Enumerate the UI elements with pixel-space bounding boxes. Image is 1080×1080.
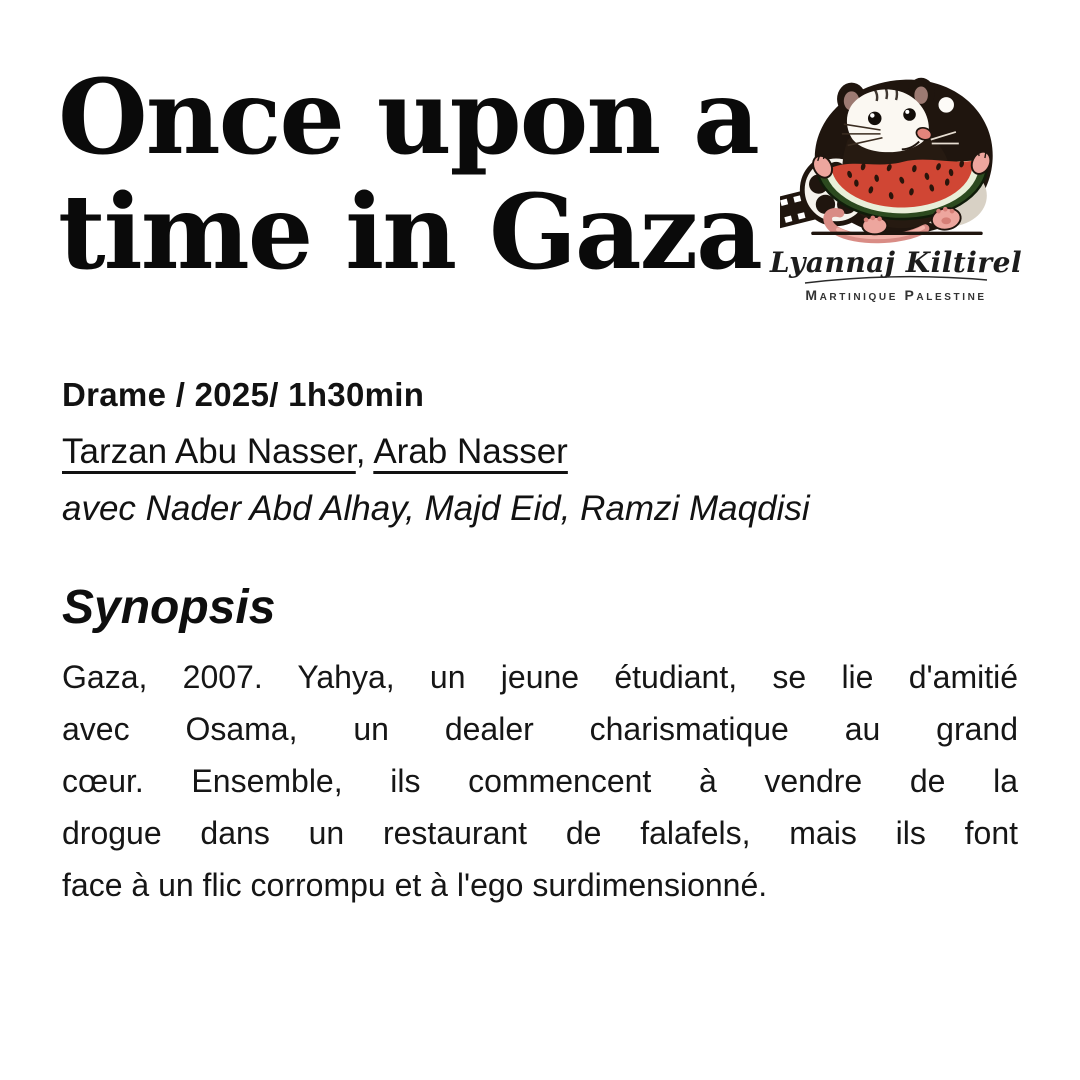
logo-name: Lyannaj Kiltirel	[769, 246, 1023, 279]
logo-subtitle: Martinique Palestine	[805, 287, 987, 303]
synopsis-line: drogue dans un restaurant de falafels, mais ils font	[62, 815, 1018, 851]
moon-dot	[939, 97, 954, 112]
synopsis-paragraph	[62, 651, 1018, 911]
director-link[interactable]: Tarzan Abu Nasser	[62, 432, 356, 471]
synopsis-section	[62, 580, 1018, 911]
association-logo	[769, 72, 1023, 303]
opossum-watermelon-film-reel-icon	[780, 72, 1012, 244]
directors-line	[62, 432, 810, 472]
cast-line: avec Nader Abd Alhay, Majd Eid, Ramzi Maqdisi	[62, 489, 810, 528]
film-title	[58, 57, 761, 294]
directors-separator: ,	[355, 432, 374, 471]
synopsis-heading: Synopsis	[62, 581, 276, 634]
synopsis-line: face à un flic corrompu et à l'ego surdimensionné.	[62, 867, 768, 903]
synopsis-line: cœur. Ensemble, ils commencent à vendre de la	[62, 763, 1018, 799]
synopsis-line: Gaza, 2007. Yahya, un jeune étudiant, se lie d'amitié	[62, 659, 1018, 695]
director-link[interactable]: Arab Nasser	[373, 432, 568, 471]
synopsis-line: avec Osama, un dealer charismatique au grand	[62, 711, 1018, 747]
film-title-line1: Once upon a	[58, 57, 758, 178]
film-title-line2: time in Gaza	[58, 172, 761, 294]
genre-year-duration: Drame / 2025/ 1h30min	[62, 376, 425, 413]
film-meta	[62, 376, 810, 529]
logo-flourish	[801, 275, 991, 285]
